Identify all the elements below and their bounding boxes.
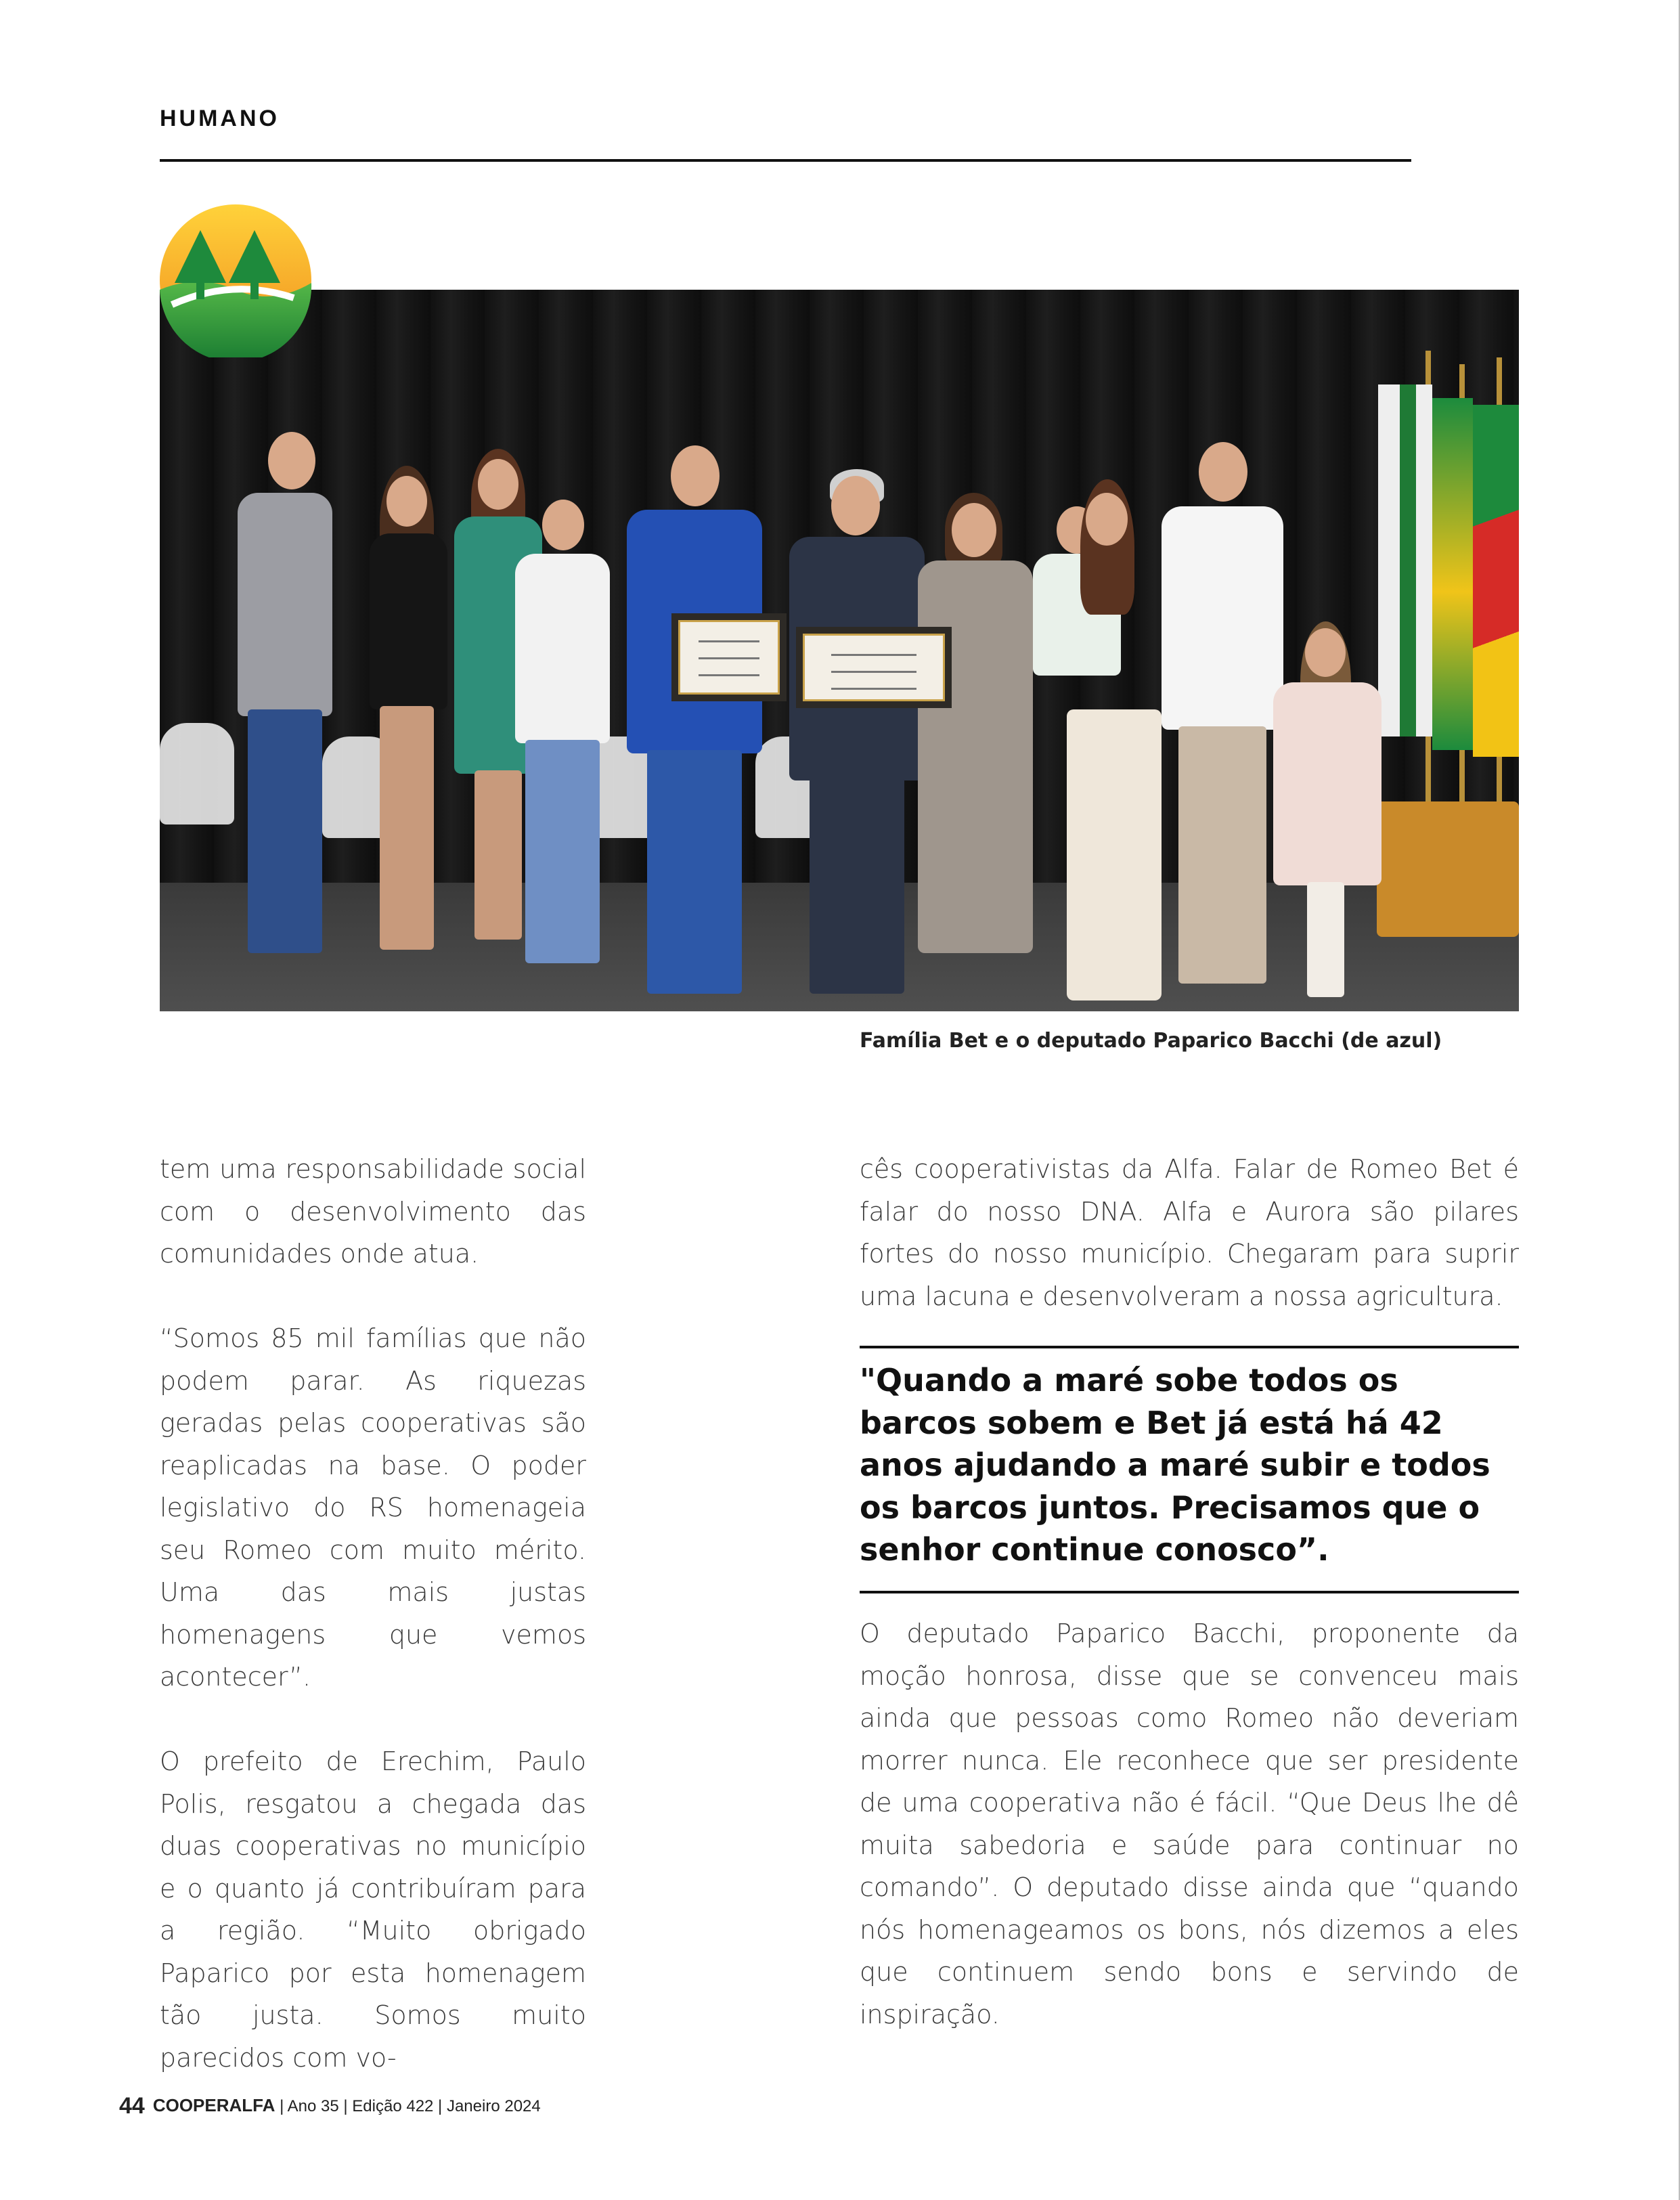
left-column: [160, 1148, 586, 2121]
cooperalfa-logo-icon: [158, 203, 313, 357]
chair: [160, 723, 234, 824]
person-child: [1270, 625, 1385, 1004]
issue-details: | Ano 35 | Edição 422 | Janeiro 2024: [280, 2097, 541, 2115]
page-number: 44: [119, 2093, 145, 2119]
header-rule: [160, 159, 1411, 162]
pull-quote-top-rule: [860, 1346, 1519, 1348]
person-honoree: [789, 472, 925, 1011]
podium: [1377, 801, 1519, 937]
paragraph: “Somos 85 mil famílias que não podem parar. As riquezas geradas pelas cooperativas são reaplicadas na base. O poder legislativo do RS homenageia seu Romeo com muito mérito. Uma das mais justas homenagens que vemos acontecer”.: [160, 1323, 586, 1692]
person: [238, 432, 332, 1011]
person: [512, 500, 613, 1011]
person: [363, 469, 451, 1011]
person: [918, 496, 1033, 1011]
person: [1040, 486, 1168, 1011]
flag-brazil: [1432, 398, 1473, 750]
photo-caption: Família Bet e o deputado Paparico Bacchi (de azul): [860, 1029, 1442, 1053]
magazine-name: COOPERALFA: [152, 2095, 275, 2115]
pull-quote: "Quando a maré sobe todos os barcos sobem e Bet já está há 42 anos ajudando a maré subir e todos os barcos juntos. Precisamos que o senhor continue conosco”.: [860, 1362, 1490, 1568]
award-plaque: [796, 627, 952, 708]
section-label: HUMANO: [160, 106, 280, 131]
paragraph: tem uma responsabilidade social com o desenvolvimento das comunidades onde atua.: [160, 1154, 586, 1269]
flag-rio-grande-do-sul: [1473, 405, 1519, 757]
pull-quote-bottom-rule: [860, 1591, 1519, 1593]
page-footer: [119, 2093, 541, 2119]
paragraph: O prefeito de Erechim, Paulo Polis, resgatou a chegada das duas cooperativas no município e o quanto já contribuíram para a região. “Muito obrigado Paparico por esta homenagem tão justa. Somos muito parecidos com vo-: [160, 1746, 586, 2073]
flag-municipal: [1378, 384, 1432, 736]
ceremony-photo: [160, 290, 1519, 1011]
person-deputy: [627, 445, 762, 1011]
person: [1162, 442, 1283, 1011]
paragraph: cês cooperativistas da Alfa. Falar de Romeo Bet é falar do nosso DNA. Alfa e Aurora são pilares fortes do nosso município. Chegaram para suprir uma lacuna e desenvolveram a nossa agricultura.: [860, 1154, 1519, 1311]
right-column-intro: [860, 1148, 1519, 1317]
paragraph: O deputado Paparico Bacchi, proponente da moção honrosa, disse que se convenceu mais ainda que pessoas como Romeo não deveriam morrer nunca. Ele reconhece que ser presidente de uma cooperativa não é fácil. “Que Deus lhe dê muita sabedoria e saúde para continuar no comando”. O deputado disse ainda que “quando nós homenageamos os bons, nós dizemos a eles que continuem sendo bons e servindo de inspiração.: [860, 1619, 1519, 2029]
award-plaque: [671, 613, 787, 701]
right-column-body: [860, 1612, 1519, 2078]
